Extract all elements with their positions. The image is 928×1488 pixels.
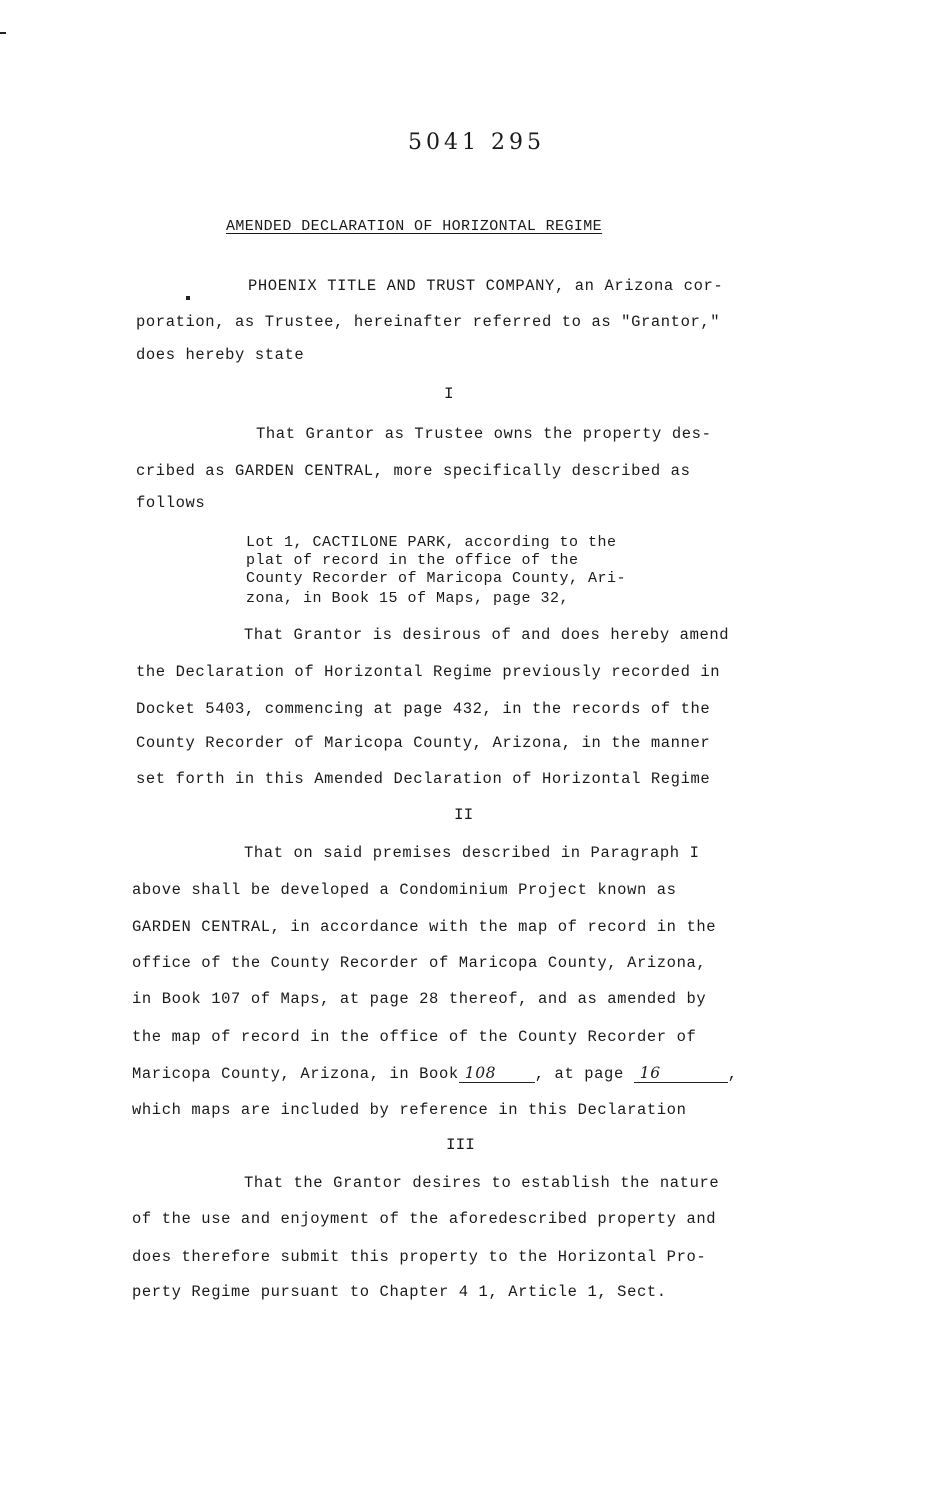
book-line-mid: , at page [534,1065,624,1083]
speck [186,296,190,300]
book-number-field: 108 [459,1064,535,1083]
book-line-prefix: Maricopa County, Arizona, in Book [132,1065,459,1083]
legal-description-line: County Recorder of Maricopa County, Ari- [246,570,627,587]
document-title: AMENDED DECLARATION OF HORIZONTAL REGIME [226,218,603,235]
margin-mark [0,32,6,34]
section1-paragraph-line: set forth in this Amended Declaration of Horizontal Regime [136,770,711,788]
section2-line: in Book 107 of Maps, at page 28 thereof, and as amended by [132,990,707,1008]
section1-paragraph-line: Docket 5403, commencing at page 432, in the records of the [136,700,711,718]
section2-line: GARDEN CENTRAL, in accordance with the map of record in the [132,918,717,936]
legal-description-line: Lot 1, CACTILONE PARK, according to the [246,534,617,551]
section1-paragraph-line: That Grantor is desirous of and does hereby amend [244,626,730,644]
section2-line: the map of record in the office of the County Recorder of [132,1028,697,1046]
intro-line-1: PHOENIX TITLE AND TRUST COMPANY, an Arizona cor- [248,277,724,295]
section1-line-1: That Grantor as Trustee owns the property des- [256,425,712,443]
section-number: I [444,385,454,403]
section-number: II [454,806,474,824]
recording-stamp: 5041 295 [408,130,545,155]
section3-line: of the use and enjoyment of the aforedescribed property and [132,1210,717,1228]
intro-line-3: does hereby state [136,346,305,364]
book-reference-line [132,1064,738,1083]
section2-line: which maps are included by reference in this Declaration [132,1101,687,1119]
intro-line-2: poration, as Trustee, hereinafter referred to as "Grantor," [136,313,721,331]
section2-line: That on said premises described in Paragraph I [244,844,700,862]
legal-description-line: plat of record in the office of the [246,552,579,569]
section2-line: office of the County Recorder of Maricopa County, Arizona, [132,954,707,972]
section1-line-2: cribed as GARDEN CENTRAL, more specifically described as [136,462,691,480]
section-number: III [446,1136,475,1154]
section1-line-3: follows [136,494,206,512]
section1-paragraph-line: County Recorder of Maricopa County, Arizona, in the manner [136,734,711,752]
section1-paragraph-line: the Declaration of Horizontal Regime previously recorded in [136,663,721,681]
section2-line: above shall be developed a Condominium Project known as [132,881,677,899]
legal-description-line: zona, in Book 15 of Maps, page 32, [246,590,570,607]
page-number-field: 16 [634,1064,728,1083]
section3-line: does therefore submit this property to the Horizontal Pro- [132,1248,707,1266]
section3-line: perty Regime pursuant to Chapter 4 1, Article 1, Sect. [132,1283,667,1301]
book-line-suffix: , [727,1065,738,1083]
section3-line: That the Grantor desires to establish the nature [244,1174,720,1192]
